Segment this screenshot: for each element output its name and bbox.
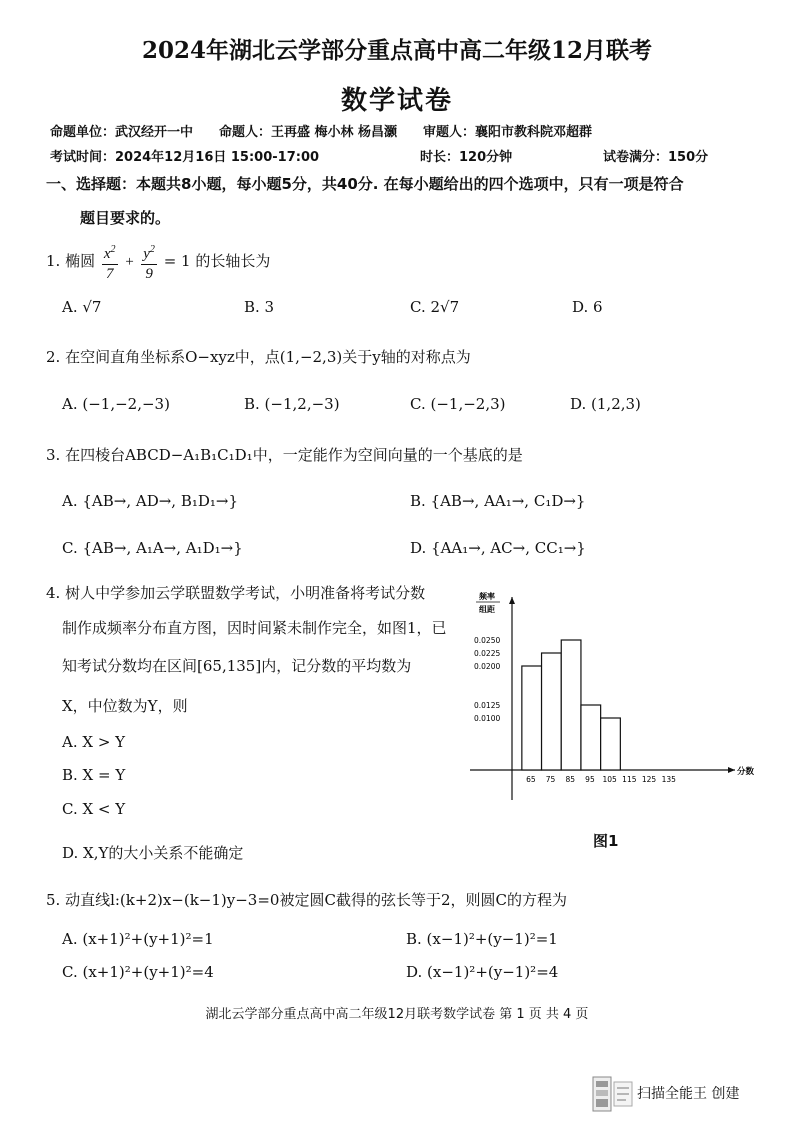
x-tick-label: 115 bbox=[622, 775, 637, 784]
q1-option-d: D. 6 bbox=[572, 298, 603, 316]
scanner-logo-icon bbox=[592, 1076, 634, 1112]
page-footer: 湖北云学部分重点高中高二年级12月联考数学试卷 第 1 页 共 4 页 bbox=[205, 1007, 589, 1022]
question-1-suffix: 的长轴长为 bbox=[195, 252, 271, 270]
y-tick-label: 0.0250 bbox=[474, 636, 501, 645]
q4-option-b: B. X = Y bbox=[62, 766, 126, 784]
x-tick-label: 135 bbox=[661, 775, 676, 784]
question-1-prefix: 1. 椭圆 bbox=[46, 252, 96, 270]
q1-option-a: A. √7 bbox=[62, 298, 102, 316]
q3-option-c: C. {AB→, A₁A→, A₁D₁→} bbox=[62, 539, 243, 557]
exam-title: 2024年湖北云学部分重点高中高二年级12月联考 bbox=[141, 37, 653, 64]
histogram-bar bbox=[542, 653, 562, 770]
question-5-stem: 5. 动直线l:(k+2)x−(k−1)y−3=0被定圆C截得的弦长等于2，则圆C的方程为 bbox=[46, 891, 567, 909]
q1-option-c: C. 2√7 bbox=[410, 298, 460, 316]
histogram-bar bbox=[561, 640, 581, 770]
y-tick-label: 0.0125 bbox=[474, 701, 501, 710]
q4-option-c: C. X < Y bbox=[62, 800, 126, 818]
fraction-x: $\frac{x^2}{7}$ bbox=[102, 240, 118, 284]
x-tick-label: 105 bbox=[602, 775, 617, 784]
x-tick-label: 85 bbox=[565, 775, 576, 784]
figure-caption: 图1 bbox=[593, 832, 619, 850]
x-tick-label: 75 bbox=[545, 775, 556, 784]
exam-duration: 时长：120分钟 bbox=[420, 150, 513, 165]
question-4-line-1: 4. 树人中学参加云学联盟数学考试，小明准备将考试分数 bbox=[46, 584, 426, 602]
x-axis-label: 分数 bbox=[737, 767, 755, 777]
y-axis-arrow-icon bbox=[509, 597, 515, 604]
x-tick-label: 65 bbox=[526, 775, 536, 784]
question-4-line-3: 知考试分数均在区间[65,135]内，记分数的平均数为 bbox=[62, 657, 412, 675]
histogram-bar bbox=[581, 705, 601, 770]
q5-option-b: B. (x−1)²+(y−1)²=1 bbox=[406, 930, 558, 948]
x-tick-label: 125 bbox=[641, 775, 657, 784]
scanner-watermark: 扫描全能王 创建 bbox=[637, 1086, 740, 1102]
question-4-line-4: X，中位数为Y，则 bbox=[62, 697, 188, 715]
y-tick-label: 0.0200 bbox=[474, 662, 501, 671]
y-axis-label-bottom: 组距 bbox=[479, 605, 495, 614]
question-3-stem: 3. 在四棱台ABCD−A₁B₁C₁D₁中，一定能作为空间向量的一个基底的是 bbox=[46, 446, 523, 464]
frequency-histogram bbox=[460, 585, 760, 810]
q1-option-b: B. 3 bbox=[244, 298, 275, 316]
exam-subtitle: 数学试卷 bbox=[340, 86, 453, 116]
q3-option-b: B. {AB→, AA₁→, C₁D→} bbox=[410, 492, 586, 510]
y-tick-label: 0.0100 bbox=[474, 714, 501, 723]
x-axis-arrow-icon bbox=[728, 767, 735, 773]
q5-option-a: A. (x+1)²+(y+1)²=1 bbox=[62, 930, 214, 948]
fraction-y: $\frac{y^2}{9}$ bbox=[141, 240, 157, 284]
author-line: 命题单位：武汉经开一中 命题人：王再盛 梅小林 杨昌灏 审题人：襄阳市教科院邓超群 bbox=[50, 125, 593, 140]
q4-option-a: A. X > Y bbox=[62, 733, 126, 751]
equation-rhs: = 1 bbox=[163, 252, 191, 270]
q2-option-c: C. (−1,−2,3) bbox=[410, 395, 506, 413]
section-heading-cont: 题目要求的。 bbox=[80, 209, 171, 227]
histogram-bar bbox=[522, 666, 542, 770]
section-heading: 一、选择题：本题共8小题，每小题5分，共40分. 在每小题给出的四个选项中，只有一项是符合 bbox=[46, 175, 684, 193]
q4-option-d: D. X,Y的大小关系不能确定 bbox=[62, 844, 244, 862]
question-1-stem: 1. 椭圆 $\frac{x^2}{7}$ + $\frac{y^2}{9}$ = 1 的长轴长为 bbox=[46, 240, 270, 284]
y-tick-label: 0.0225 bbox=[474, 649, 501, 658]
exam-time: 考试时间：2024年12月16日 15:00-17:00 bbox=[50, 150, 320, 165]
x-tick-label: 95 bbox=[585, 775, 595, 784]
q2-option-a: A. (−1,−2,−3) bbox=[62, 395, 170, 413]
question-4-line-2: 制作成频率分布直方图，因时间紧未制作完全，如图1，已 bbox=[62, 619, 447, 637]
y-axis-label-top: 频率 bbox=[479, 592, 495, 601]
q5-option-c: C. (x+1)²+(y+1)²=4 bbox=[62, 963, 214, 981]
histogram-bar bbox=[601, 718, 621, 770]
q3-option-d: D. {AA₁→, AC→, CC₁→} bbox=[410, 539, 586, 557]
q3-option-a: A. {AB→, AD→, B₁D₁→} bbox=[62, 492, 239, 510]
exam-full-score: 试卷满分：150分 bbox=[603, 150, 709, 165]
q2-option-d: D. (1,2,3) bbox=[570, 395, 641, 413]
q5-option-d: D. (x−1)²+(y−1)²=4 bbox=[406, 963, 559, 981]
q2-option-b: B. (−1,2,−3) bbox=[244, 395, 340, 413]
question-2-stem: 2. 在空间直角坐标系O−xyz中，点(1,−2,3)关于y轴的对称点为 bbox=[46, 348, 471, 366]
